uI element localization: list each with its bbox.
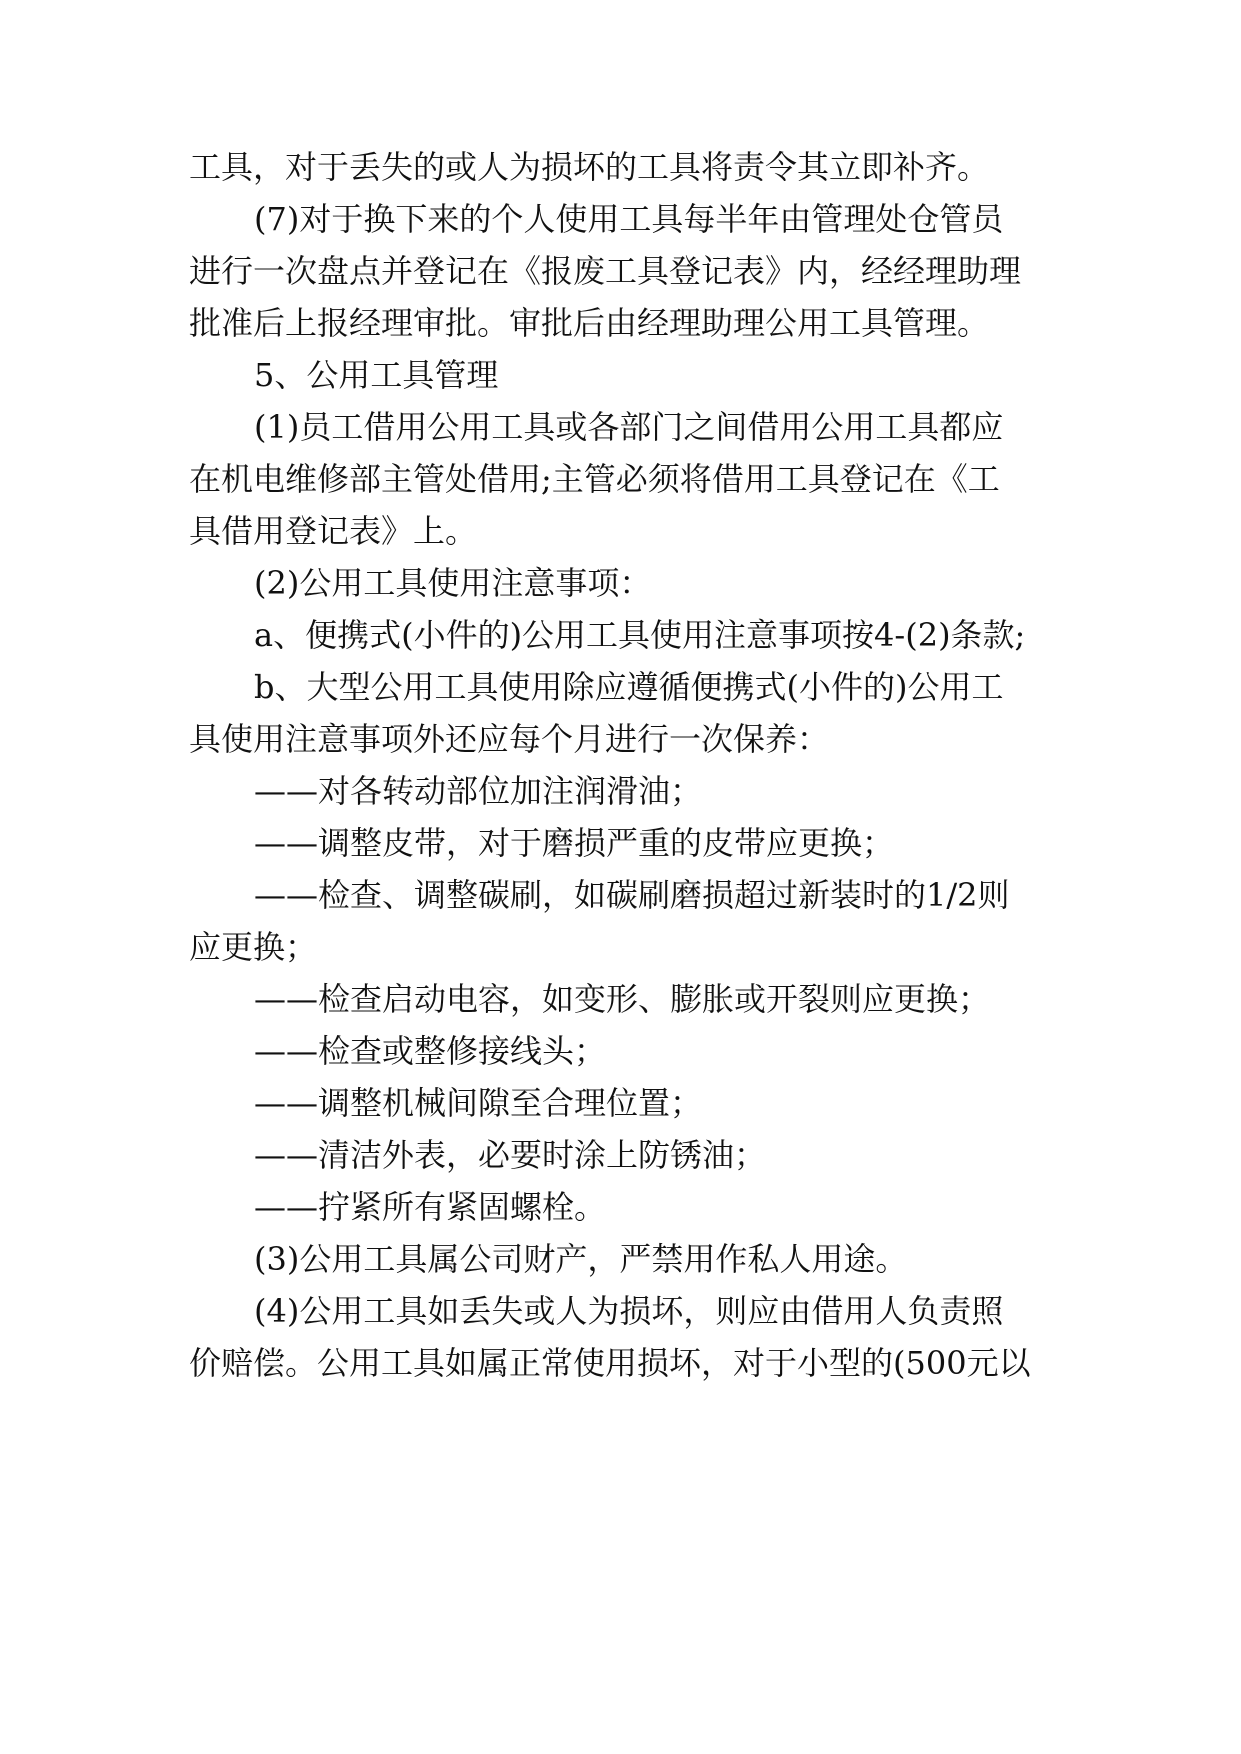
text-line: 具借用登记表》上。 <box>189 512 478 550</box>
text-line: 批准后上报经理审批。审批后由经理助理公用工具管理。 <box>189 304 990 342</box>
text-line: (7)对于换下来的个人使用工具每半年由管理处仓管员 <box>254 200 1004 238</box>
text-line: 应更换； <box>189 928 318 966</box>
text-line: ——对各转动部位加注润滑油； <box>254 772 703 810</box>
text-line: ——检查、调整碳刷，如碳刷磨损超过新装时的1/2则 <box>254 876 1010 914</box>
text-line: b、大型公用工具使用除应遵循便携式(小件的)公用工 <box>254 668 1004 706</box>
text-line: ——调整机械间隙至合理位置； <box>254 1084 703 1122</box>
text-line: ——检查或整修接线头； <box>254 1032 607 1070</box>
text-line: (4)公用工具如丢失或人为损坏，则应由借用人负责照 <box>254 1292 1004 1330</box>
text-line: ——检查启动电容，如变形、膨胀或开裂则应更换； <box>254 980 991 1018</box>
text-line: 价赔偿。公用工具如属正常使用损坏，对于小型的(500元以 <box>189 1344 1031 1382</box>
text-line: 工具，对于丢失的或人为损坏的工具将责令其立即补齐。 <box>189 148 990 186</box>
text-line: (3)公用工具属公司财产，严禁用作私人用途。 <box>254 1240 908 1278</box>
text-line: ——调整皮带，对于磨损严重的皮带应更换； <box>254 824 895 862</box>
text-line: 进行一次盘点并登记在《报废工具登记表》内，经经理助理 <box>189 252 1022 290</box>
section-heading: 5、公用工具管理 <box>254 356 499 394</box>
text-line: ——清洁外表，必要时涂上防锈油； <box>254 1136 767 1174</box>
text-line: (1)员工借用公用工具或各部门之间借用公用工具都应 <box>254 408 1004 446</box>
text-line: ——拧紧所有紧固螺栓。 <box>254 1188 607 1226</box>
text-line: (2)公用工具使用注意事项： <box>254 564 652 602</box>
text-line: 具使用注意事项外还应每个月进行一次保养： <box>189 720 830 758</box>
text-line: a、便携式(小件的)公用工具使用注意事项按4-(2)条款; <box>254 616 1026 654</box>
text-line: 在机电维修部主管处借用;主管必须将借用工具登记在《工 <box>189 460 1000 498</box>
